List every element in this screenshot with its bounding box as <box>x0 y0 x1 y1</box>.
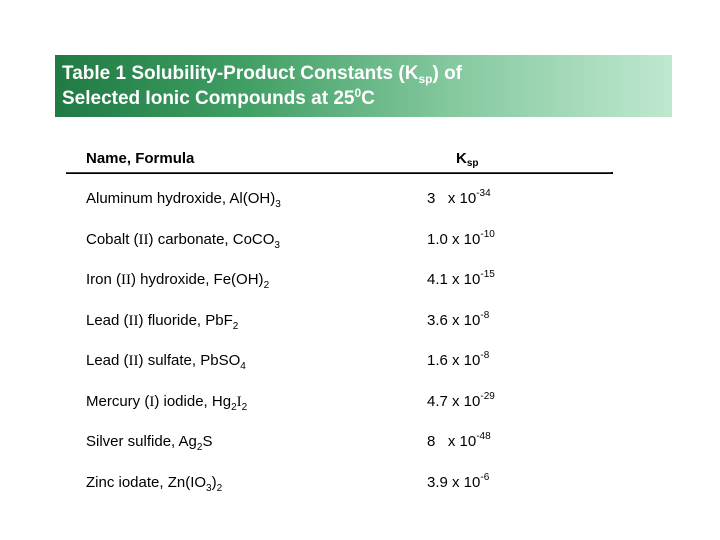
header-text: K <box>456 150 467 167</box>
formula-subscript: 2 <box>263 280 270 291</box>
name-text: II <box>121 272 132 288</box>
table-body <box>86 190 646 514</box>
name-text: Iron ( <box>86 271 122 288</box>
ksp-value-cell <box>427 190 491 207</box>
title-superscript: 0 <box>354 86 362 100</box>
title-text: ) of <box>432 63 463 84</box>
ksp-exponent: -10 <box>480 228 495 240</box>
compound-name-cell <box>86 433 213 453</box>
name-text: Lead ( <box>86 352 129 369</box>
column-header-name: Name, Formula <box>86 150 195 167</box>
formula-subscript: 2 <box>241 401 248 413</box>
formula-subscript: 2 <box>196 442 203 453</box>
title-subscript: sp <box>418 72 433 86</box>
table-row <box>86 390 646 434</box>
compound-name-cell <box>86 271 269 289</box>
name-text: Lead ( <box>86 311 129 329</box>
table-row <box>86 271 646 312</box>
table-row <box>86 228 646 272</box>
name-text: ) fluoride, PbF <box>138 311 233 329</box>
formula-subscript: 3 <box>275 199 281 210</box>
table-row <box>86 309 646 353</box>
ksp-mantissa: 3.9 x 10 <box>427 473 481 491</box>
ksp-mantissa: 1.0 x 10 <box>427 230 481 248</box>
ksp-value-cell <box>427 471 490 491</box>
ksp-mantissa: 4.7 x 10 <box>427 392 481 410</box>
name-text: II <box>128 353 139 369</box>
table-title-line-1 <box>62 61 672 86</box>
title-text: Selected Ionic Compounds at 25 <box>62 88 355 109</box>
header-subscript: sp <box>466 158 479 169</box>
ksp-value-cell <box>427 433 491 450</box>
table-row <box>86 190 646 231</box>
formula-subscript: 3 <box>206 482 212 494</box>
ksp-mantissa: 8 x 10 <box>427 433 477 450</box>
table-row <box>86 471 646 515</box>
formula-subscript: 4 <box>240 361 246 372</box>
ksp-exponent: -8 <box>480 309 490 321</box>
name-text: ) sulfate, PbSO <box>138 352 241 369</box>
formula-subscript: 2 <box>231 401 237 413</box>
name-text: ) carbonate, CoCO <box>148 230 275 248</box>
title-text: Table 1 Solubility-Product Constants (K <box>62 63 419 84</box>
ksp-exponent: -6 <box>480 471 490 483</box>
ksp-exponent: -34 <box>476 188 491 199</box>
ksp-mantissa: 1.6 x 10 <box>427 352 481 369</box>
name-text: Silver sulfide, Ag <box>86 433 197 450</box>
name-text: Cobalt ( <box>86 230 139 248</box>
ksp-value-cell <box>427 390 495 410</box>
ksp-value-cell <box>427 352 489 369</box>
compound-name-cell <box>86 393 247 411</box>
name-text: ) iodide, Hg <box>154 392 232 410</box>
name-text: ) <box>211 473 217 491</box>
table-title-line-2 <box>62 86 672 111</box>
name-text: II <box>138 231 149 248</box>
table-title-banner <box>55 55 672 117</box>
ksp-value-cell <box>427 228 495 248</box>
table-row <box>86 433 646 474</box>
ksp-mantissa: 3 x 10 <box>427 190 477 207</box>
ksp-mantissa: 4.1 x 10 <box>427 271 481 288</box>
ksp-exponent: -8 <box>480 350 490 361</box>
name-text: S <box>202 433 213 450</box>
name-text: Aluminum hydroxide, Al(OH) <box>86 190 276 207</box>
name-text: Zinc iodate, Zn(IO <box>86 473 207 491</box>
formula-subscript: 2 <box>232 320 239 332</box>
ksp-value-cell <box>427 309 490 329</box>
compound-name-cell <box>86 312 238 330</box>
name-text: ) hydroxide, Fe(OH) <box>131 271 264 288</box>
ksp-exponent: -48 <box>476 431 491 442</box>
ksp-mantissa: 3.6 x 10 <box>427 311 481 329</box>
table-row <box>86 352 646 393</box>
title-text: C <box>361 88 375 109</box>
compound-name-cell <box>86 190 281 210</box>
ksp-value-cell <box>427 271 495 288</box>
formula-subscript: 2 <box>216 482 223 494</box>
compound-name-cell <box>86 473 223 494</box>
name-text: I <box>149 393 155 410</box>
name-text: I <box>236 393 242 410</box>
formula-subscript: 3 <box>274 239 280 251</box>
name-text: II <box>128 312 139 329</box>
header-divider <box>66 172 613 174</box>
ksp-exponent: -15 <box>480 269 495 280</box>
name-text: Mercury ( <box>86 392 150 410</box>
compound-name-cell <box>86 352 246 370</box>
ksp-exponent: -29 <box>480 390 495 402</box>
compound-name-cell <box>86 231 280 249</box>
column-header-ksp <box>456 150 479 167</box>
